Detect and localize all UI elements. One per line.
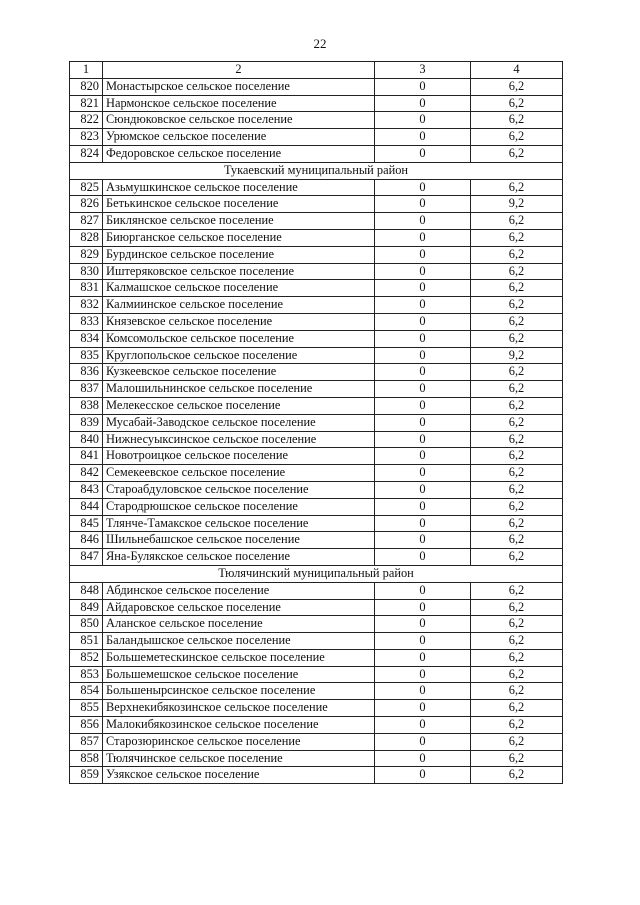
row-number: 848	[70, 582, 103, 599]
row-number: 854	[70, 683, 103, 700]
value-col3: 0	[375, 649, 471, 666]
value-col3: 0	[375, 532, 471, 549]
value-col3: 0	[375, 263, 471, 280]
header-cell-2: 2	[103, 62, 375, 79]
settlement-name: Тлянче-Тамакское сельское поселение	[103, 515, 375, 532]
settlement-name: Князевское сельское поселение	[103, 313, 375, 330]
settlement-name: Бетькинское сельское поселение	[103, 196, 375, 213]
table-row	[70, 229, 563, 246]
value-col4: 6,2	[471, 767, 563, 784]
value-col4: 6,2	[471, 129, 563, 146]
table-row	[70, 397, 563, 414]
settlement-name: Баландышское сельское поселение	[103, 633, 375, 650]
settlement-name: Малокибякозинское сельское поселение	[103, 717, 375, 734]
value-col4: 9,2	[471, 196, 563, 213]
table-row	[70, 330, 563, 347]
settlement-name: Новотроицкое сельское поселение	[103, 448, 375, 465]
value-col3: 0	[375, 179, 471, 196]
value-col3: 0	[375, 95, 471, 112]
value-col3: 0	[375, 280, 471, 297]
value-col4: 6,2	[471, 666, 563, 683]
settlement-name: Азьмушкинское сельское поселение	[103, 179, 375, 196]
settlement-name: Старозюринское сельское поселение	[103, 733, 375, 750]
row-number: 828	[70, 229, 103, 246]
settlement-name: Калмашское сельское поселение	[103, 280, 375, 297]
value-col4: 6,2	[471, 700, 563, 717]
value-col3: 0	[375, 750, 471, 767]
value-col3: 0	[375, 196, 471, 213]
value-col4: 6,2	[471, 431, 563, 448]
value-col4: 6,2	[471, 381, 563, 398]
value-col3: 0	[375, 414, 471, 431]
settlement-name: Мусабай-Заводское сельское поселение	[103, 414, 375, 431]
district-title: Тюлячинский муниципальный район	[70, 565, 563, 582]
value-col4: 6,2	[471, 515, 563, 532]
table-row	[70, 599, 563, 616]
table-row	[70, 95, 563, 112]
table-row	[70, 633, 563, 650]
settlement-name: Верхнекибякозинское сельское поселение	[103, 700, 375, 717]
settlement-name: Нижнесуыксинское сельское поселение	[103, 431, 375, 448]
settlement-name: Бурдинское сельское поселение	[103, 246, 375, 263]
value-col3: 0	[375, 213, 471, 230]
value-col4: 6,2	[471, 616, 563, 633]
value-col4: 6,2	[471, 246, 563, 263]
table-row	[70, 515, 563, 532]
value-col4: 6,2	[471, 145, 563, 162]
value-col3: 0	[375, 347, 471, 364]
table-header-row	[70, 62, 563, 79]
value-col3: 0	[375, 498, 471, 515]
value-col3: 0	[375, 683, 471, 700]
value-col3: 0	[375, 481, 471, 498]
value-col3: 0	[375, 229, 471, 246]
value-col4: 6,2	[471, 297, 563, 314]
settlement-name: Комсомольское сельское поселение	[103, 330, 375, 347]
value-col4: 6,2	[471, 498, 563, 515]
page-number: 22	[313, 36, 327, 51]
settlement-name: Круглопольское сельское поселение	[103, 347, 375, 364]
settlement-name: Яна-Булякское сельское поселение	[103, 549, 375, 566]
settlement-name: Монастырское сельское поселение	[103, 78, 375, 95]
table-row	[70, 145, 563, 162]
settlement-name: Большеметескинское сельское поселение	[103, 649, 375, 666]
settlement-name: Калмиинское сельское поселение	[103, 297, 375, 314]
row-number: 833	[70, 313, 103, 330]
table-row	[70, 549, 563, 566]
row-number: 853	[70, 666, 103, 683]
value-col4: 6,2	[471, 280, 563, 297]
table-row	[70, 196, 563, 213]
row-number: 829	[70, 246, 103, 263]
row-number: 841	[70, 448, 103, 465]
value-col3: 0	[375, 448, 471, 465]
value-col3: 0	[375, 733, 471, 750]
row-number: 835	[70, 347, 103, 364]
row-number: 830	[70, 263, 103, 280]
value-col4: 6,2	[471, 179, 563, 196]
table-row	[70, 246, 563, 263]
settlement-name: Староабдуловское сельское поселение	[103, 481, 375, 498]
value-col3: 0	[375, 381, 471, 398]
value-col4: 6,2	[471, 112, 563, 129]
table-row	[70, 616, 563, 633]
row-number: 827	[70, 213, 103, 230]
row-number: 824	[70, 145, 103, 162]
row-number: 825	[70, 179, 103, 196]
value-col3: 0	[375, 145, 471, 162]
table-row	[70, 179, 563, 196]
row-number: 820	[70, 78, 103, 95]
value-col4: 6,2	[471, 750, 563, 767]
table-row	[70, 498, 563, 515]
row-number: 852	[70, 649, 103, 666]
header-cell-4: 4	[471, 62, 563, 79]
settlement-name: Урюмское сельское поселение	[103, 129, 375, 146]
district-header-row	[70, 162, 563, 179]
row-number: 822	[70, 112, 103, 129]
value-col3: 0	[375, 297, 471, 314]
row-number: 851	[70, 633, 103, 650]
value-col4: 6,2	[471, 263, 563, 280]
table-row	[70, 112, 563, 129]
row-number: 826	[70, 196, 103, 213]
row-number: 823	[70, 129, 103, 146]
table-body	[70, 62, 563, 784]
table-row	[70, 717, 563, 734]
value-col3: 0	[375, 717, 471, 734]
value-col3: 0	[375, 549, 471, 566]
header-cell-3: 3	[375, 62, 471, 79]
row-number: 850	[70, 616, 103, 633]
value-col3: 0	[375, 515, 471, 532]
value-col4: 6,2	[471, 397, 563, 414]
settlement-name: Биклянское сельское поселение	[103, 213, 375, 230]
value-col4: 6,2	[471, 599, 563, 616]
value-col3: 0	[375, 599, 471, 616]
value-col4: 6,2	[471, 733, 563, 750]
value-col4: 6,2	[471, 213, 563, 230]
table-row	[70, 129, 563, 146]
table-row	[70, 297, 563, 314]
value-col4: 6,2	[471, 582, 563, 599]
row-number: 831	[70, 280, 103, 297]
row-number: 857	[70, 733, 103, 750]
settlement-name: Большенырсинское сельское поселение	[103, 683, 375, 700]
value-col3: 0	[375, 129, 471, 146]
row-number: 836	[70, 364, 103, 381]
value-col4: 6,2	[471, 364, 563, 381]
row-number: 821	[70, 95, 103, 112]
header-cell-1: 1	[70, 62, 103, 79]
settlement-name: Федоровское сельское поселение	[103, 145, 375, 162]
row-number: 844	[70, 498, 103, 515]
row-number: 837	[70, 381, 103, 398]
value-col3: 0	[375, 666, 471, 683]
row-number: 838	[70, 397, 103, 414]
table-row	[70, 78, 563, 95]
value-col3: 0	[375, 78, 471, 95]
row-number: 849	[70, 599, 103, 616]
value-col3: 0	[375, 397, 471, 414]
value-col3: 0	[375, 465, 471, 482]
row-number: 840	[70, 431, 103, 448]
value-col4: 6,2	[471, 78, 563, 95]
settlement-name: Айдаровское сельское поселение	[103, 599, 375, 616]
settlement-name: Стародрюшское сельское поселение	[103, 498, 375, 515]
value-col4: 6,2	[471, 683, 563, 700]
row-number: 846	[70, 532, 103, 549]
settlement-name: Шильнебашское сельское поселение	[103, 532, 375, 549]
row-number: 843	[70, 481, 103, 498]
table-row	[70, 700, 563, 717]
value-col4: 6,2	[471, 95, 563, 112]
settlement-name: Иштеряковское сельское поселение	[103, 263, 375, 280]
value-col4: 6,2	[471, 448, 563, 465]
value-col3: 0	[375, 246, 471, 263]
settlement-name: Нармонское сельское поселение	[103, 95, 375, 112]
table-row	[70, 733, 563, 750]
value-col4: 6,2	[471, 313, 563, 330]
table-row	[70, 683, 563, 700]
value-col4: 6,2	[471, 549, 563, 566]
value-col3: 0	[375, 313, 471, 330]
value-col4: 6,2	[471, 649, 563, 666]
settlement-name: Абдинское сельское поселение	[103, 582, 375, 599]
row-number: 858	[70, 750, 103, 767]
table-row	[70, 481, 563, 498]
row-number: 839	[70, 414, 103, 431]
table-row	[70, 649, 563, 666]
table-row	[70, 347, 563, 364]
settlement-name: Кузкеевское сельское поселение	[103, 364, 375, 381]
value-col4: 6,2	[471, 532, 563, 549]
row-number: 834	[70, 330, 103, 347]
table-row	[70, 582, 563, 599]
table-row	[70, 280, 563, 297]
settlement-name: Малошильнинское сельское поселение	[103, 381, 375, 398]
table-row	[70, 313, 563, 330]
settlement-name: Тюлячинское сельское поселение	[103, 750, 375, 767]
settlement-name: Большемешское сельское поселение	[103, 666, 375, 683]
value-col4: 6,2	[471, 330, 563, 347]
table-row	[70, 414, 563, 431]
value-col4: 6,2	[471, 414, 563, 431]
district-title: Тукаевский муниципальный район	[70, 162, 563, 179]
value-col4: 6,2	[471, 633, 563, 650]
settlement-name: Сюндюковское сельское поселение	[103, 112, 375, 129]
row-number: 859	[70, 767, 103, 784]
row-number: 856	[70, 717, 103, 734]
table-row	[70, 666, 563, 683]
table-row	[70, 364, 563, 381]
value-col3: 0	[375, 112, 471, 129]
settlement-name: Мелекесское сельское поселение	[103, 397, 375, 414]
value-col3: 0	[375, 767, 471, 784]
row-number: 845	[70, 515, 103, 532]
value-col4: 6,2	[471, 717, 563, 734]
settlements-table	[69, 61, 563, 784]
value-col3: 0	[375, 582, 471, 599]
value-col3: 0	[375, 700, 471, 717]
value-col4: 6,2	[471, 229, 563, 246]
table-row	[70, 431, 563, 448]
table-row	[70, 263, 563, 280]
settlement-name: Семекеевское сельское поселение	[103, 465, 375, 482]
table-row	[70, 750, 563, 767]
settlement-name: Аланское сельское поселение	[103, 616, 375, 633]
table-row	[70, 532, 563, 549]
value-col3: 0	[375, 330, 471, 347]
table-row	[70, 767, 563, 784]
value-col3: 0	[375, 364, 471, 381]
value-col3: 0	[375, 633, 471, 650]
settlement-name: Биюрганское сельское поселение	[103, 229, 375, 246]
value-col4: 6,2	[471, 465, 563, 482]
row-number: 847	[70, 549, 103, 566]
table-row	[70, 448, 563, 465]
row-number: 832	[70, 297, 103, 314]
table-row	[70, 381, 563, 398]
value-col3: 0	[375, 431, 471, 448]
value-col4: 9,2	[471, 347, 563, 364]
row-number: 855	[70, 700, 103, 717]
row-number: 842	[70, 465, 103, 482]
settlement-name: Узякское сельское поселение	[103, 767, 375, 784]
district-header-row	[70, 565, 563, 582]
value-col4: 6,2	[471, 481, 563, 498]
value-col3: 0	[375, 616, 471, 633]
table-row	[70, 465, 563, 482]
table-row	[70, 213, 563, 230]
